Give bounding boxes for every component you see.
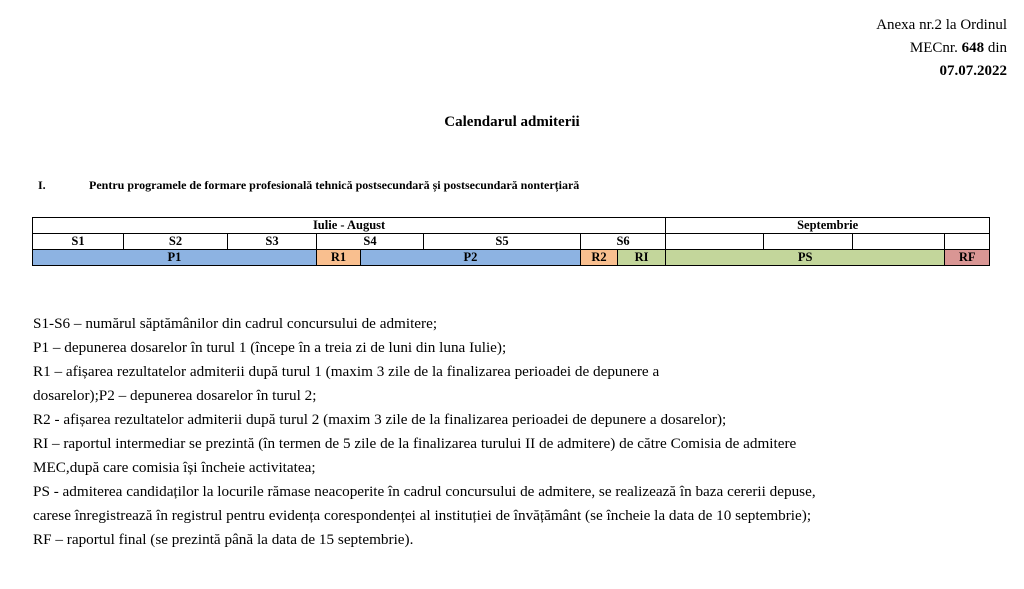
phase-p2: P2: [361, 250, 581, 266]
phase-row: [33, 250, 990, 266]
annex-line-2: [876, 37, 1007, 60]
legend-line: RF – raportul final (se prezintă până la data de 15 septembrie).: [33, 531, 414, 548]
legend: [33, 312, 1023, 552]
order-number: 648: [961, 40, 985, 56]
admission-calendar-table: [32, 217, 990, 266]
phase-p1: P1: [33, 250, 317, 266]
section-text: Pentru programele de formare profesională tehnică postsecundară și postsecundară nonterțiară: [89, 178, 580, 192]
week-s4: S4: [317, 234, 424, 250]
annex-header: [876, 14, 1007, 83]
annex-date: [876, 60, 1007, 83]
annex-line-1: Anexa nr.2 la Ordinul: [876, 17, 1007, 33]
legend-line: P1 – depunerea dosarelor în turul 1 (începe în a treia zi de luni din luna Iulie);: [33, 339, 507, 356]
annex-prefix: MECnr.: [909, 40, 962, 56]
legend-line: S1-S6 – numărul săptămânilor din cadrul concursului de admitere;: [33, 315, 438, 332]
phase-r2: R2: [581, 250, 618, 266]
week-empty-3: [853, 234, 945, 250]
week-empty-4: [945, 234, 990, 250]
week-s3: S3: [228, 234, 317, 250]
month-july-august: Iulie - August: [33, 218, 666, 234]
legend-line: carese înregistrează în registrul pentru evidența corespondenței al instituției de învățământ (se încheie la data de 10 septembrie);: [33, 507, 812, 524]
page-title: Calendarul admiterii: [444, 114, 580, 130]
week-s1: S1: [33, 234, 124, 250]
month-row: [33, 218, 990, 234]
week-s6: S6: [581, 234, 666, 250]
phase-ri: RI: [618, 250, 666, 266]
annex-suffix: din: [984, 40, 1007, 56]
legend-line: MEC,după care comisia își încheie activitatea;: [33, 459, 316, 476]
week-s2: S2: [124, 234, 228, 250]
phase-rf: RF: [945, 250, 990, 266]
section-heading: [38, 178, 579, 193]
legend-line: dosarelor);P2 – depunerea dosarelor în turul 2;: [33, 387, 317, 404]
week-row: [33, 234, 990, 250]
legend-line: R1 – afișarea rezultatelor admiterii după turul 1 (maxim 3 zile de la finalizarea perioadei de depunere a: [33, 363, 660, 380]
phase-r1: R1: [317, 250, 361, 266]
legend-line: RI – raportul intermediar se prezintă (în termen de 5 zile de la finalizarea turului II de admitere) de către Comisia de admitere: [33, 435, 797, 452]
week-empty-2: [764, 234, 853, 250]
legend-line: R2 - afișarea rezultatelor admiterii după turul 2 (maxim 3 zile de la finalizarea perioadei de depunere a dosarelor);: [33, 411, 727, 428]
week-s5: S5: [424, 234, 581, 250]
month-september: Septembrie: [666, 218, 990, 234]
week-empty-1: [666, 234, 764, 250]
order-date: 07.07.2022: [939, 63, 1007, 79]
section-number: I.: [38, 178, 46, 192]
legend-line: PS - admiterea candidaților la locurile rămase neacoperite în cadrul concursului de admitere, se realizează în baza cererii depuse,: [33, 483, 816, 500]
phase-ps: PS: [666, 250, 945, 266]
